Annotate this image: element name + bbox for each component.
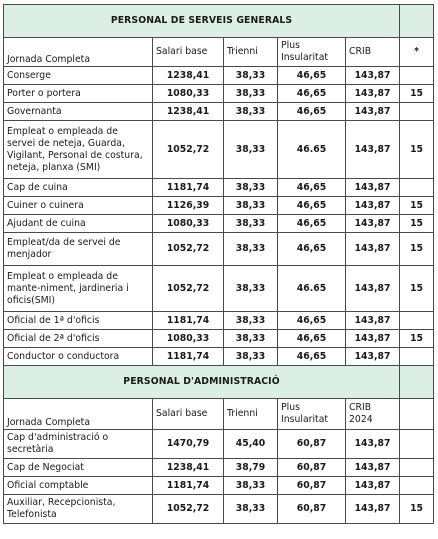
section-title-row xyxy=(4,366,434,399)
table-row xyxy=(4,312,434,330)
note-cell xyxy=(400,430,434,459)
plus-insularitat-cell: 46,65 xyxy=(278,348,346,366)
table-row xyxy=(4,85,434,103)
crib-cell: 143,87 xyxy=(346,103,400,121)
trienni-cell: 38,33 xyxy=(224,233,278,266)
plus-insularitat-cell: 46,65 xyxy=(278,233,346,266)
salari-base-cell: 1238,41 xyxy=(153,103,224,121)
salari-base-cell: 1080,33 xyxy=(153,330,224,348)
plus-insularitat-cell: 46,65 xyxy=(278,312,346,330)
category-cell: Governanta xyxy=(4,103,153,121)
note-cell: 15 xyxy=(400,495,434,524)
crib-cell: 143,87 xyxy=(346,477,400,495)
section-title-corner xyxy=(400,366,434,399)
crib-cell: 143,87 xyxy=(346,67,400,85)
salari-base-cell: 1238,41 xyxy=(153,459,224,477)
note-cell xyxy=(400,459,434,477)
trienni-cell: 38,33 xyxy=(224,85,278,103)
column-header-row xyxy=(4,399,434,430)
table-row xyxy=(4,459,434,477)
table-row xyxy=(4,103,434,121)
table-row xyxy=(4,430,434,459)
section-title-corner xyxy=(400,5,434,38)
plus-insularitat-cell: 46,65 xyxy=(278,197,346,215)
note-cell: 15 xyxy=(400,121,434,179)
plus-insularitat-cell: 46,65 xyxy=(278,67,346,85)
crib-cell: 143,87 xyxy=(346,85,400,103)
table-row xyxy=(4,495,434,524)
section-title-row xyxy=(4,5,434,38)
plus-insularitat-cell: 46,65 xyxy=(278,215,346,233)
header-plus-insularitat: Plus Insularitat xyxy=(278,38,346,67)
note-cell xyxy=(400,477,434,495)
note-cell: 15 xyxy=(400,266,434,312)
crib-cell: 143,87 xyxy=(346,266,400,312)
salari-base-cell: 1080,33 xyxy=(153,85,224,103)
plus-insularitat-cell: 46,65 xyxy=(278,85,346,103)
trienni-cell: 38,33 xyxy=(224,197,278,215)
plus-insularitat-cell: 46,65 xyxy=(278,103,346,121)
table-row xyxy=(4,266,434,312)
trienni-cell: 45,40 xyxy=(224,430,278,459)
note-cell: 15 xyxy=(400,330,434,348)
note-cell: 15 xyxy=(400,233,434,266)
table-row xyxy=(4,477,434,495)
header-jornada: Jornada Completa xyxy=(4,38,153,67)
header-trienni: Trienni xyxy=(224,399,278,430)
crib-cell: 143,87 xyxy=(346,348,400,366)
header-trienni: Trienni xyxy=(224,38,278,67)
header-crib: CRIB xyxy=(346,38,400,67)
trienni-cell: 38,33 xyxy=(224,312,278,330)
note-cell xyxy=(400,103,434,121)
plus-insularitat-cell: 46.65 xyxy=(278,266,346,312)
salari-base-cell: 1181,74 xyxy=(153,477,224,495)
plus-insularitat-cell: 60,87 xyxy=(278,430,346,459)
plus-insularitat-cell: 60,87 xyxy=(278,495,346,524)
category-cell: Cuiner o cuinera xyxy=(4,197,153,215)
trienni-cell: 38,79 xyxy=(224,459,278,477)
salari-base-cell: 1080,33 xyxy=(153,215,224,233)
trienni-cell: 38,33 xyxy=(224,215,278,233)
trienni-cell: 38,33 xyxy=(224,121,278,179)
trienni-cell: 38,33 xyxy=(224,67,278,85)
table-row xyxy=(4,215,434,233)
crib-cell: 143,87 xyxy=(346,459,400,477)
table-row xyxy=(4,197,434,215)
salari-base-cell: 1181,74 xyxy=(153,348,224,366)
trienni-cell: 38,33 xyxy=(224,330,278,348)
column-header-row xyxy=(4,38,434,67)
category-cell: Cap de cuina xyxy=(4,179,153,197)
category-cell: Cap de Negociat xyxy=(4,459,153,477)
category-cell: Empleat o empleada de servei de neteja, Guarda, Vigilant, Personal de costura, neteja, planxa (SMI) xyxy=(4,121,153,179)
category-cell: Auxiliar, Recepcionista, Telefonista xyxy=(4,495,153,524)
trienni-cell: 38,33 xyxy=(224,495,278,524)
category-cell: Conserge xyxy=(4,67,153,85)
crib-cell: 143,87 xyxy=(346,430,400,459)
salari-base-cell: 1052,72 xyxy=(153,121,224,179)
crib-cell: 143,87 xyxy=(346,312,400,330)
category-cell: Ajudant de cuina xyxy=(4,215,153,233)
salary-table-body xyxy=(4,5,434,524)
category-cell: Empleat/da de servei de menjador xyxy=(4,233,153,266)
header-plus-insularitat: Plus Insularitat xyxy=(278,399,346,430)
salari-base-cell: 1126,39 xyxy=(153,197,224,215)
table-row xyxy=(4,67,434,85)
salari-base-cell: 1470,79 xyxy=(153,430,224,459)
crib-cell: 143,87 xyxy=(346,233,400,266)
category-cell: Conductor o conductora xyxy=(4,348,153,366)
salari-base-cell: 1052,72 xyxy=(153,233,224,266)
section-title: PERSONAL D'ADMINISTRACIÓ xyxy=(4,366,400,399)
trienni-cell: 38,33 xyxy=(224,266,278,312)
plus-insularitat-cell: 60,87 xyxy=(278,477,346,495)
category-cell: Oficial de 2ª d'oficis xyxy=(4,330,153,348)
crib-cell: 143,87 xyxy=(346,215,400,233)
plus-insularitat-cell: 46,65 xyxy=(278,330,346,348)
salari-base-cell: 1181,74 xyxy=(153,179,224,197)
category-cell: Oficial comptable xyxy=(4,477,153,495)
header-crib: CRIB 2024 xyxy=(346,399,400,430)
trienni-cell: 38,33 xyxy=(224,348,278,366)
salari-base-cell: 1238,41 xyxy=(153,67,224,85)
salari-base-cell: 1052,72 xyxy=(153,495,224,524)
header-note xyxy=(400,399,434,430)
crib-cell: 143,87 xyxy=(346,495,400,524)
table-row xyxy=(4,121,434,179)
crib-cell: 143,87 xyxy=(346,179,400,197)
plus-insularitat-cell: 46,65 xyxy=(278,179,346,197)
header-note: * xyxy=(400,38,434,67)
trienni-cell: 38,33 xyxy=(224,103,278,121)
note-cell xyxy=(400,312,434,330)
note-cell xyxy=(400,67,434,85)
header-salari-base: Salari base xyxy=(153,38,224,67)
header-salari-base: Salari base xyxy=(153,399,224,430)
category-cell: Porter o portera xyxy=(4,85,153,103)
salary-table xyxy=(3,4,434,524)
plus-insularitat-cell: 46.65 xyxy=(278,121,346,179)
plus-insularitat-cell: 60,87 xyxy=(278,459,346,477)
category-cell: Cap d'administració o secretària xyxy=(4,430,153,459)
trienni-cell: 38,33 xyxy=(224,477,278,495)
note-cell: 15 xyxy=(400,85,434,103)
crib-cell: 143,87 xyxy=(346,121,400,179)
table-row xyxy=(4,330,434,348)
note-cell xyxy=(400,179,434,197)
table-row xyxy=(4,179,434,197)
note-cell: 15 xyxy=(400,215,434,233)
salari-base-cell: 1181,74 xyxy=(153,312,224,330)
note-cell: 15 xyxy=(400,197,434,215)
table-row xyxy=(4,348,434,366)
crib-cell: 143,87 xyxy=(346,330,400,348)
note-cell xyxy=(400,348,434,366)
category-cell: Empleat o empleada de mante-niment, jardineria i oficis(SMI) xyxy=(4,266,153,312)
category-cell: Oficial de 1ª d'oficis xyxy=(4,312,153,330)
header-jornada: Jornada Completa xyxy=(4,399,153,430)
trienni-cell: 38,33 xyxy=(224,179,278,197)
salari-base-cell: 1052,72 xyxy=(153,266,224,312)
section-title: PERSONAL DE SERVEIS GENERALS xyxy=(4,5,400,38)
table-row xyxy=(4,233,434,266)
crib-cell: 143,87 xyxy=(346,197,400,215)
